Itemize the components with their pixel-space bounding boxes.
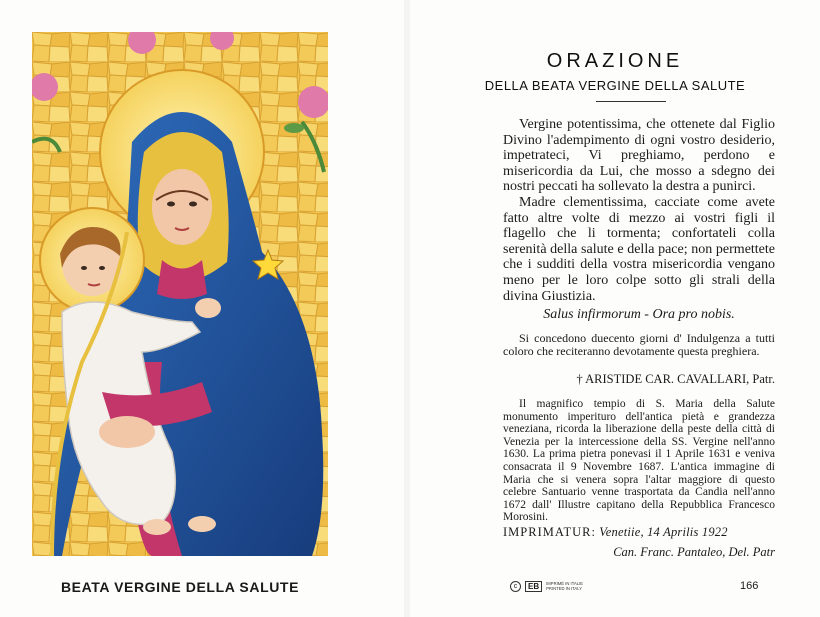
copyright-icon: c — [510, 581, 521, 592]
prayer-paragraph: Vergine potentissima, che ottenete dal Figlio Divino l'adempimento di ogni vostro desiderio, impetrateci, Vi preghiamo, perdono e misericordia da Lui, che mosso a sdegno dei nostri peccati ha sollevato la destra a punirci. — [503, 117, 775, 195]
prayer-body — [503, 117, 775, 304]
imprimatur — [503, 525, 775, 540]
ecclesiastical-approval: Can. Franc. Pantaleo, Del. Patr — [613, 545, 775, 559]
imprimatur-label: IMPRIMATUR: — [503, 525, 596, 539]
prayer-title: ORAZIONE — [546, 50, 684, 72]
publisher-mark — [510, 580, 583, 592]
prayer-subtitle: DELLA BEATA VERGINE DELLA SALUTE — [484, 78, 746, 93]
printed-line-english: PRINTED IN ITALY — [546, 586, 583, 591]
printed-line-french: IMPRIMÉ IN ITALIE — [546, 581, 584, 586]
sanctuary-history: Il magnifico tempio di S. Maria della Salute monumento imperituro dell'antica pietà e grandezza veneziana, ricorda la liberazione della peste della città di Venezia per la intercessione della SS. Vergine nell'anno 1630. La prima pietra ponevasi il 1 Aprile 1631 e veniva consacrata il 9 Novembre 1687. L'antica immagine di Maria che si venera sopra l'altar maggiore di questo celebre Santuario venne trasportata da Candia nell'anno 1672 dall' Illustre capitano della Repubblica Francesco Morosini. — [503, 398, 775, 524]
image-caption: BEATA VERGINE DELLA SALUTE — [60, 579, 300, 595]
indulgence-note: Si concedono duecento giorni d' Indulgenza a tutti coloro che reciteranno devotamente questa preghiera. — [503, 331, 775, 359]
madonna-and-child-illustration — [32, 32, 328, 556]
patriarch-signature: † ARISTIDE CAR. CAVALLARI, Patr. — [576, 372, 775, 386]
publisher-logo: EB — [525, 581, 542, 592]
title-divider — [596, 101, 666, 102]
card-number: 166 — [740, 580, 759, 592]
printed-in-italy — [546, 581, 583, 591]
prayer-paragraph: Madre clementissima, cacciate come avete fatto altre volte di mezzo ai vostri figli il flagello che li tormenta; confortateli colla serenità della salute e della pace; non permettete che i sudditi della vostra misericordia vengano meno per le loro colpe sotto gli strali della divina Giustizia. — [503, 194, 775, 304]
invocation: Salus infirmorum - Ora pro nobis. — [543, 307, 735, 322]
imprimatur-place-date: Venetiie, 14 Aprilis 1922 — [599, 525, 728, 539]
